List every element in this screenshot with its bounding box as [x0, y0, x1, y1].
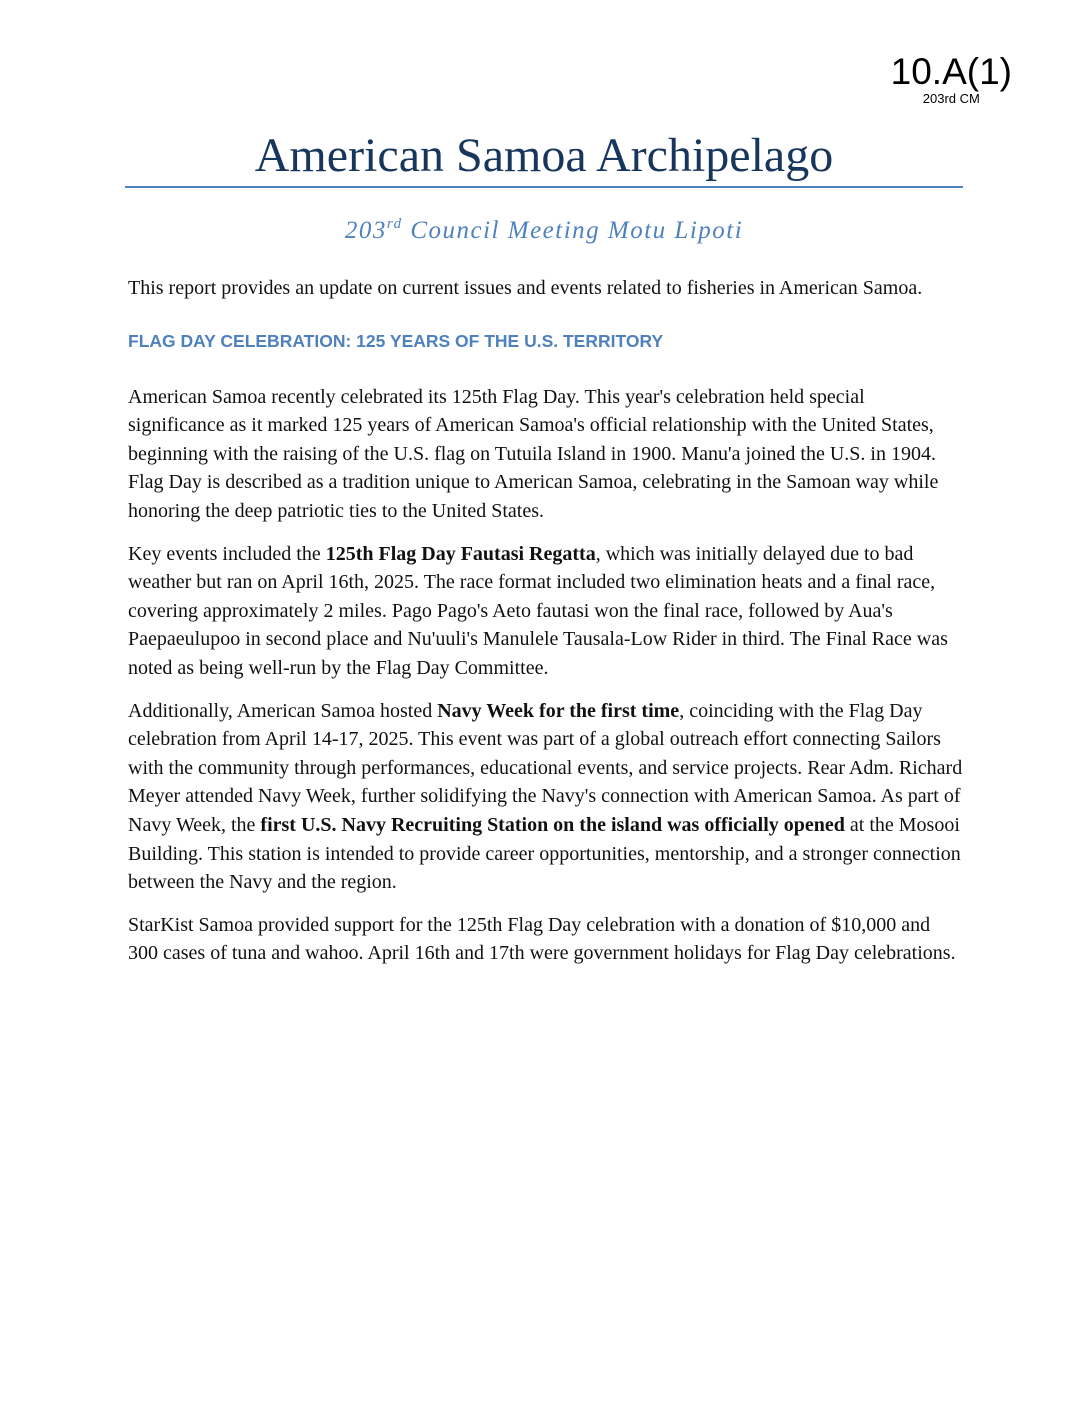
subtitle-number: 203: [344, 217, 387, 244]
title-divider: [125, 186, 963, 188]
paragraph-flag-day: American Samoa recently celebrated its 125th Flag Day. This year's celebration held special significance as it marked 125 years of American Samoa's official relationship with the United States, beginning with the raising of the U.S. flag on Tutuila Island in 1900. Manu'a joined the U.S. in 1904. Flag Day is described as a tradition unique to American Samoa, celebrating in the Samoan way while honoring the deep patriotic ties to the United States.: [128, 385, 939, 522]
report-body: [128, 274, 964, 982]
document-title: American Samoa Archipelago: [254, 129, 834, 182]
paragraph-regatta: [128, 540, 964, 683]
navy-text-after: at the Mosooi Building. This station is intended to provide career opportunities, mentorship, and a stronger connection between the Navy and the region.: [128, 813, 961, 894]
section-heading: FLAG DAY CELEBRATION: 125 YEARS OF THE U.S. TERRITORY: [128, 330, 664, 351]
regatta-text-after: , which was initially delayed due to bad weather but ran on April 16th, 2025. The race format included two elimination heats and a final race, covering approximately 2 miles. Pago Pago's Aeto fautasi won the final race, followed by Aua's Paepaeulupoo in second place and Nu'uuli's Manulele Tausala-Low Rider in third. The Final Race was noted as being well-run by the Flag Day Committee.: [128, 542, 948, 679]
intro-paragraph: This report provides an update on current issues and events related to fisheries in American Samoa.: [128, 277, 923, 299]
regatta-text-before: Key events included the: [128, 542, 326, 565]
navy-text-before: Additionally, American Samoa hosted: [128, 699, 438, 722]
regatta-bold: 125th Flag Day Fautasi Regatta: [325, 542, 596, 565]
recruiting-station-bold: first U.S. Navy Recruiting Station on the island was officially opened: [260, 813, 845, 836]
subtitle-ordinal-suffix: rd: [386, 216, 403, 232]
agenda-code: 10.A(1): [890, 51, 1012, 92]
navy-text-middle: , coinciding with the Flag Day celebration from April 14-17, 2025. This event was part of a global outreach effort connecting Sailors with the community through performances, educational events, and service projects. Rear Adm. Richard Meyer attended Navy Week, further solidifying the Navy's connection with American Samoa. As part of Navy Week, the: [128, 699, 963, 836]
agenda-meeting: 203rd CM: [922, 91, 980, 106]
navy-week-bold: Navy Week for the first time: [437, 699, 680, 722]
document-subtitle: [125, 214, 963, 248]
subtitle-text: Council Meeting Motu Lipoti: [402, 217, 744, 244]
paragraph-starkist: StarKist Samoa provided support for the 125th Flag Day celebration with a donation of $10,000 and 300 cases of tuna and wahoo. April 16th and 17th were government holidays for Flag Day celebrations.: [128, 913, 956, 965]
agenda-item-label: [891, 52, 1012, 106]
paragraph-navy-week: [128, 697, 964, 897]
